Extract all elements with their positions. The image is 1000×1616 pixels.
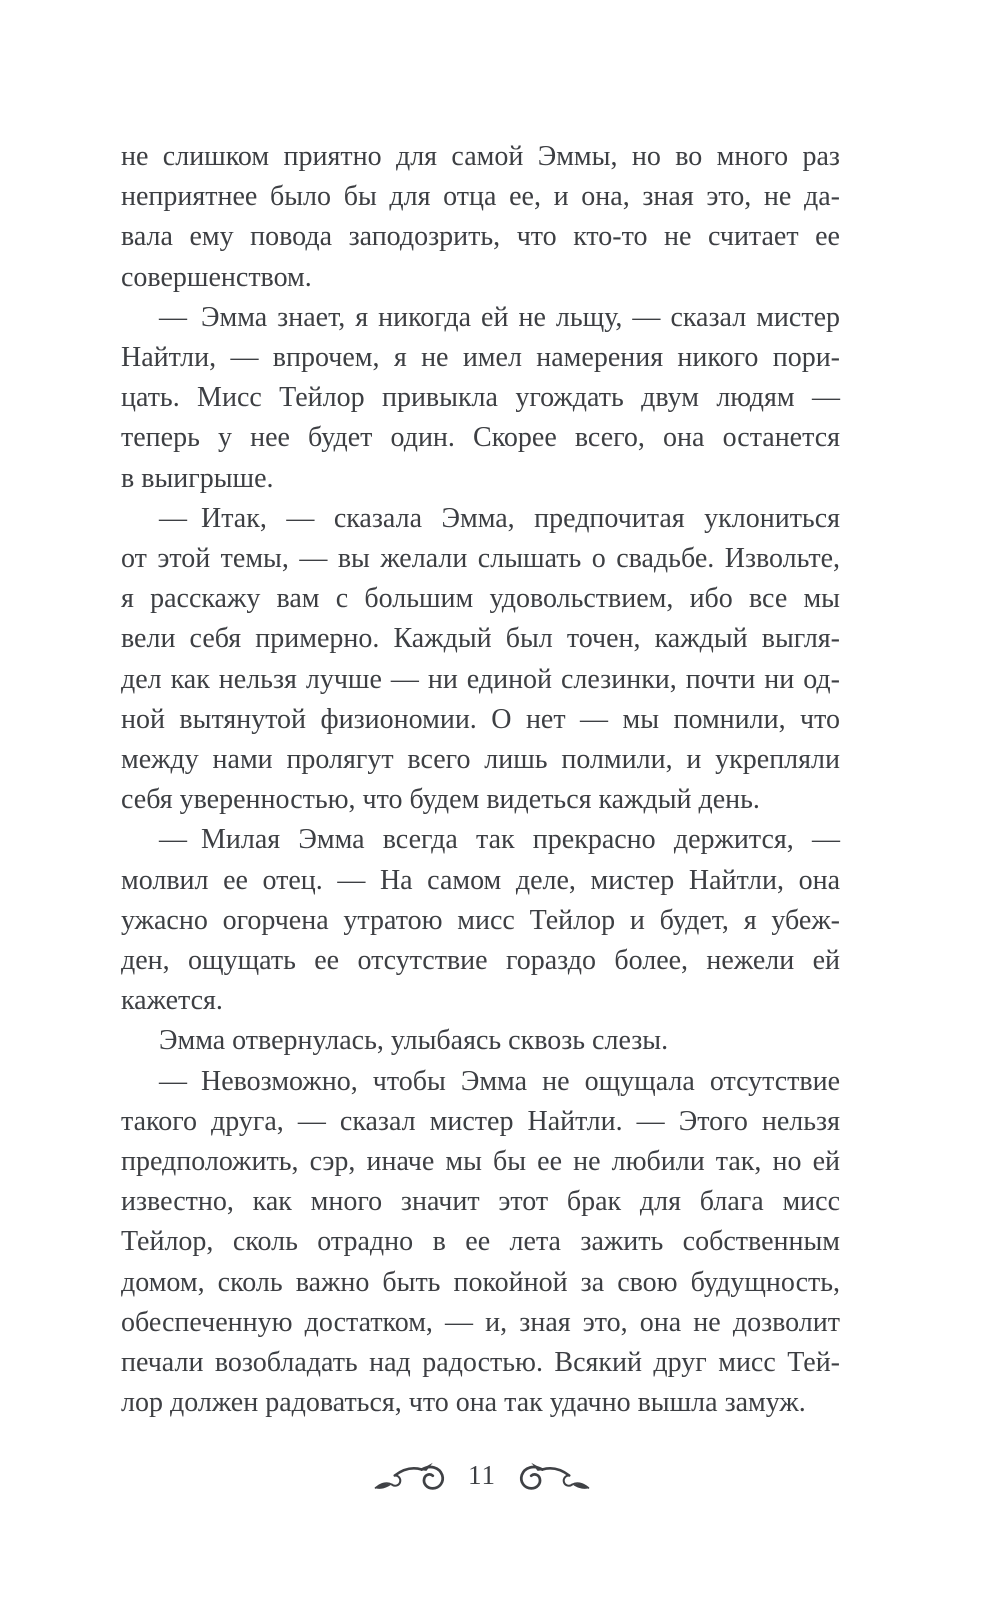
text-line: лор должен радоваться, что она так удачно вышла замуж. (121, 1387, 806, 1419)
text-line: Тейлор, сколь отрадно в ее лета зажить собственным (121, 1226, 840, 1258)
text-line: я расскажу вам с большим удовольствием, ибо все мы (121, 583, 840, 615)
text-line: в выигрыше. (121, 462, 274, 494)
text-line: совершенством. (121, 261, 312, 293)
paragraph (121, 298, 840, 499)
text-line: печали возобладать над радостью. Всякий друг мисс Тей- (121, 1347, 840, 1379)
text-line: такого друга, — сказал мистер Найтли. — Этого нельзя (121, 1105, 840, 1137)
text-line: молвил ее отец. — На самом деле, мистер Найтли, она (121, 864, 840, 896)
text-line: ной вытянутой физиономии. О нет — мы помнили, что (121, 703, 840, 735)
page-number: 11 (468, 1460, 496, 1490)
text-line: вели себя примерно. Каждый был точен, каждый выгля- (121, 623, 840, 655)
text-line: цать. Мисс Тейлор привыкла угождать двум людям — (121, 382, 840, 414)
text-line: теперь у нее будет один. Скорее всего, она останется (121, 422, 840, 454)
text-line: вала ему повода заподозрить, что кто-то не считает ее (121, 221, 840, 253)
text-line: ужасно огорчена утратою мисс Тейлор и будет, я убеж- (121, 904, 840, 936)
text-line: ден, ощущать ее отсутствие гораздо более, нежели ей (121, 945, 840, 977)
text-line: — Милая Эмма всегда так прекрасно держится, — (159, 824, 840, 856)
text-line: неприятнее было бы для отца ее, и она, зная это, не да- (121, 181, 840, 213)
text-line: кажется. (121, 985, 223, 1017)
paragraph (121, 820, 840, 1021)
scroll-flourish-left-icon (373, 1461, 455, 1496)
text-line: между нами пролягут всего лишь полмили, и укрепляли (121, 744, 840, 776)
text-line: не слишком приятно для самой Эммы, но во много раз (121, 141, 840, 172)
text-line: известно, как много значит этот брак для блага мисс (121, 1186, 840, 1218)
text-line: обеспеченную достатком, — и, зная это, она не дозволит (121, 1306, 840, 1338)
text-line: от этой темы, — вы желали слышать о свадьбе. Извольте, (121, 543, 840, 575)
text-line: — Эмма знает, я никогда ей не льщу, — сказал мистер (159, 301, 840, 333)
paragraph (121, 499, 840, 821)
scroll-flourish-right-icon (509, 1461, 591, 1496)
page-text (121, 137, 840, 1424)
text-line: дел как нельзя лучше — ни единой слезинки, почти ни од- (121, 663, 840, 695)
text-line: Найтли, — впрочем, я не имел намерения никого пори- (121, 342, 840, 374)
paragraph (121, 1062, 840, 1424)
paragraph (121, 1021, 840, 1061)
paragraph (121, 137, 840, 298)
text-line: домом, сколь важно быть покойной за свою будущность, (121, 1266, 840, 1298)
text-line: — Итак, — сказала Эмма, предпочитая уклониться (159, 502, 840, 534)
text-line: себя уверенностью, что будем видеться каждый день. (121, 784, 760, 816)
text-line: предположить, сэр, иначе мы бы ее не любили так, но ей (121, 1146, 840, 1178)
page-footer (0, 1461, 982, 1496)
text-line: — Невозможно, чтобы Эмма не ощущала отсутствие (159, 1065, 840, 1097)
text-line: Эмма отвернулась, улыбаясь сквозь слезы. (159, 1025, 669, 1057)
